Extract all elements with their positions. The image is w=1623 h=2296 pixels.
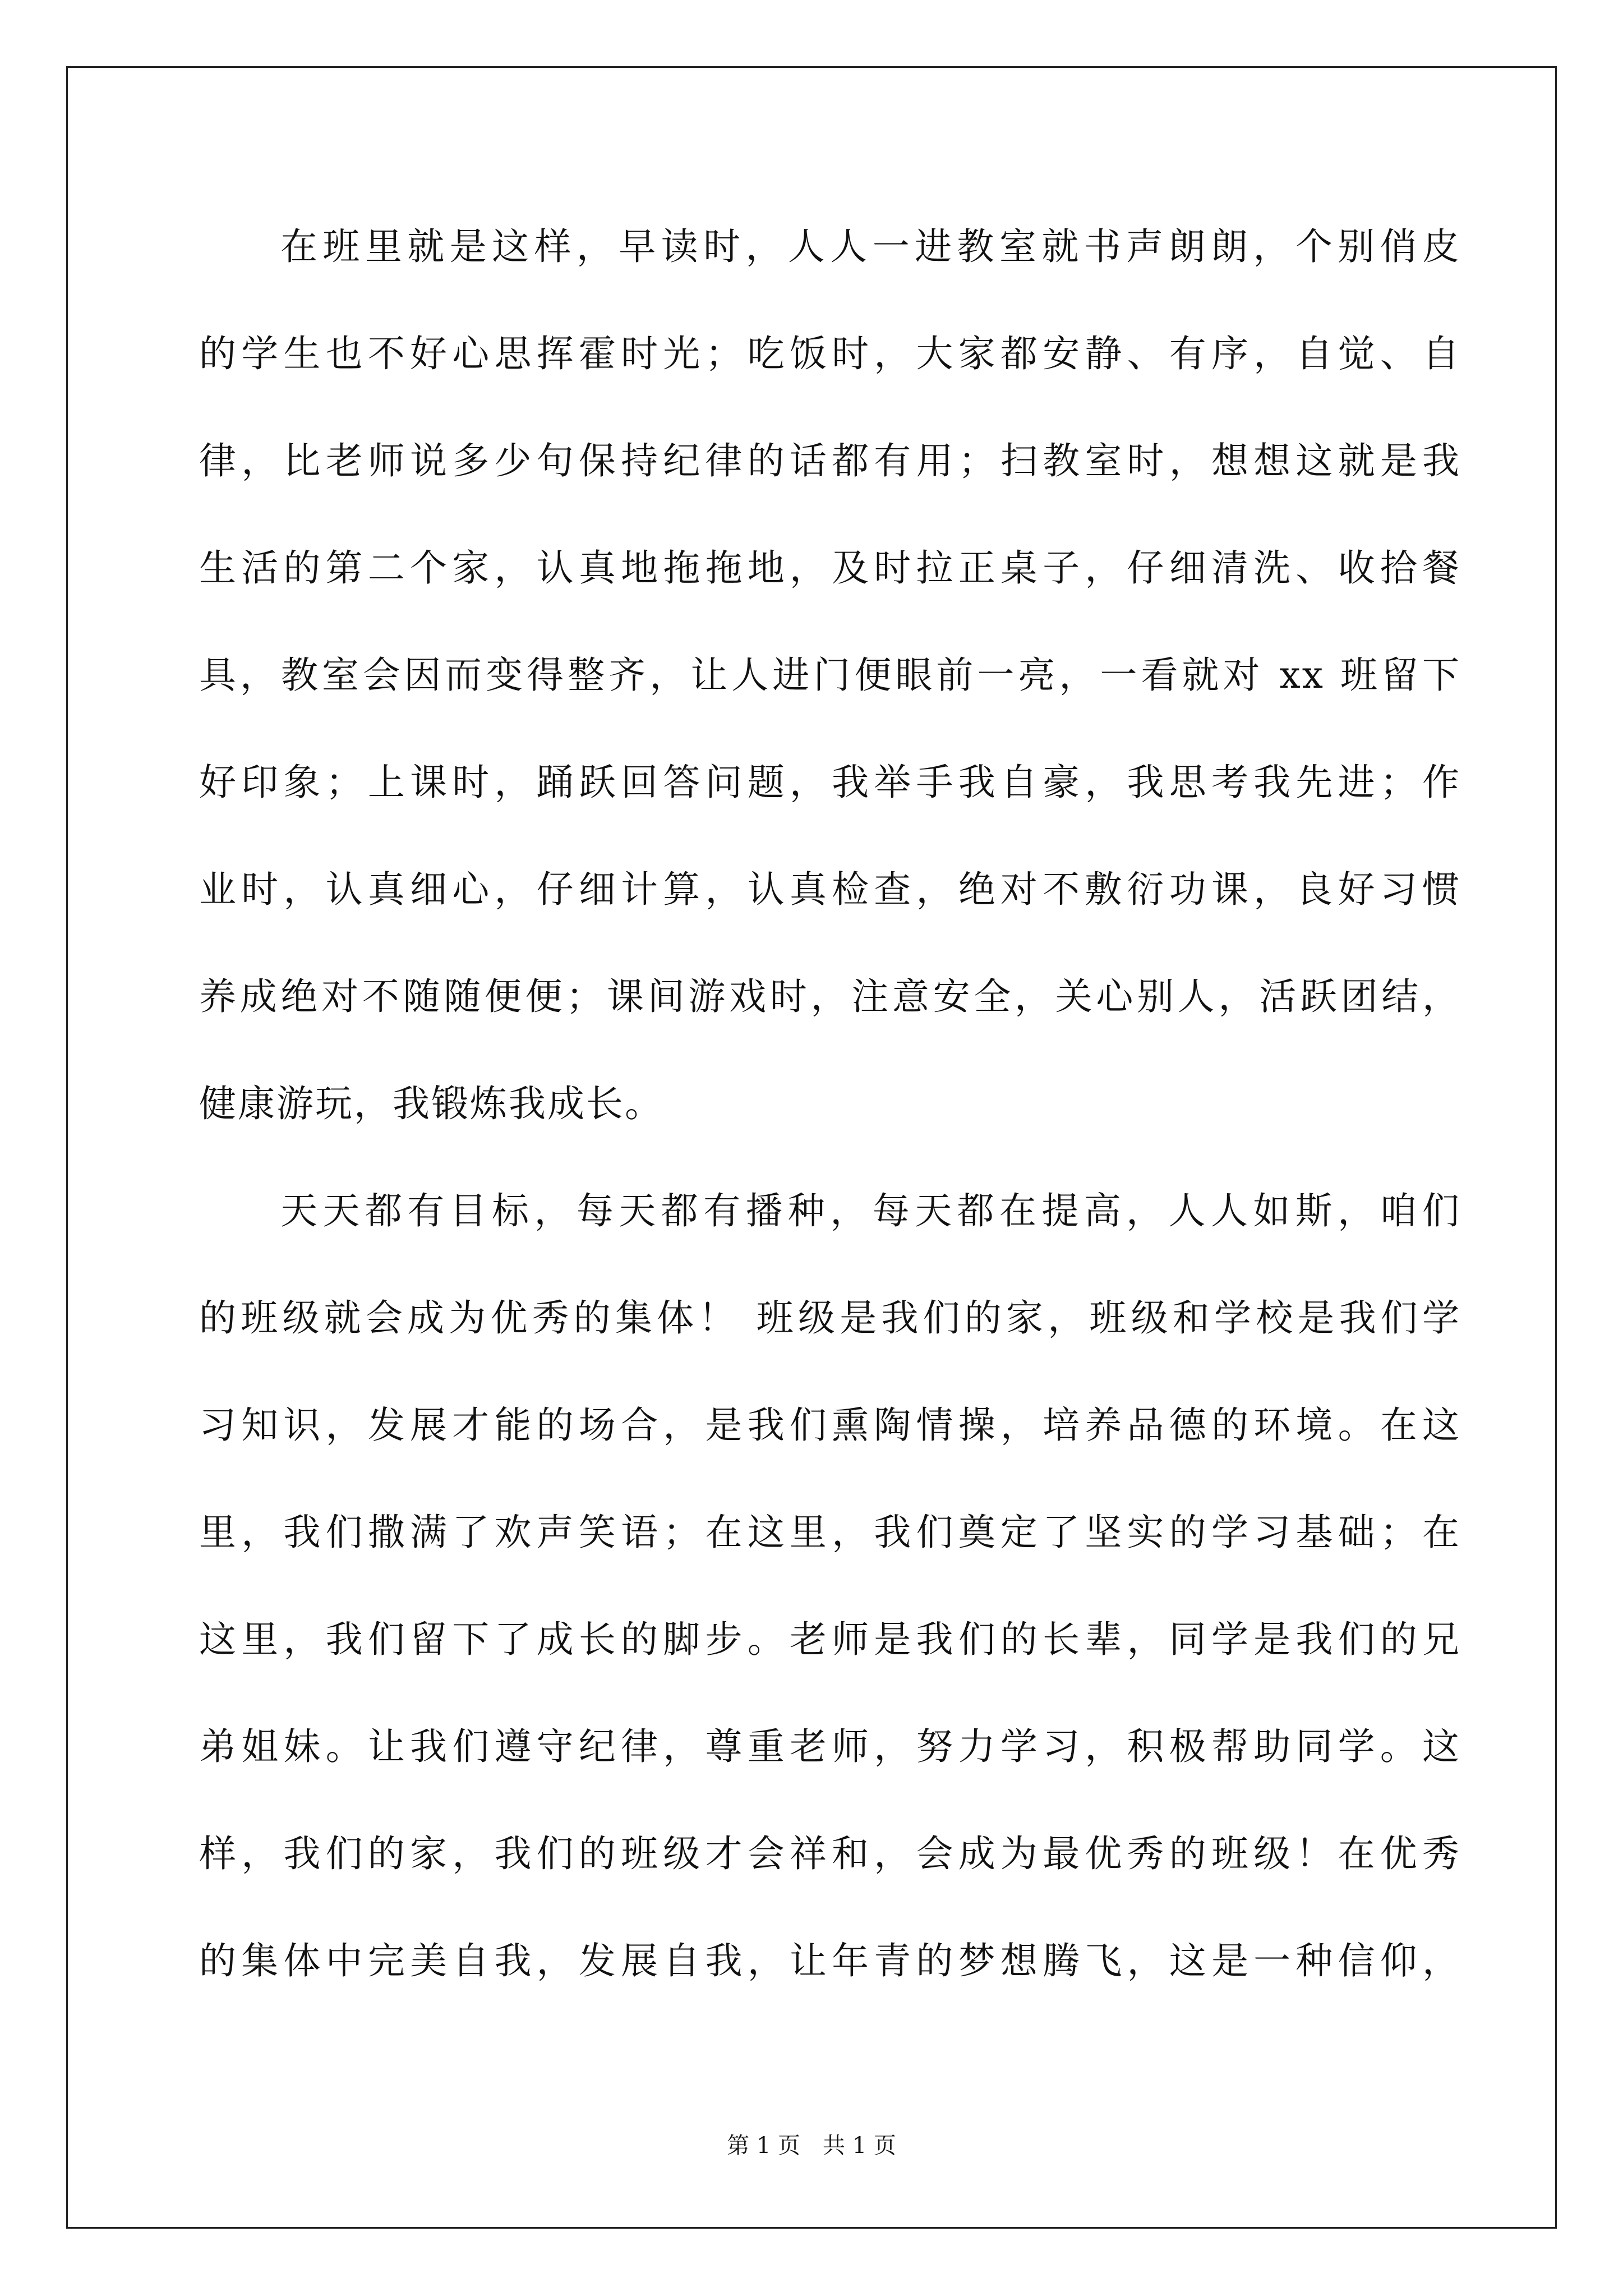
text-line: 弟姐妹。让我们遵守纪律，尊重老师，努力学习，积极帮助同学。这 bbox=[199, 1725, 1461, 1768]
text-line: 样，我们的家，我们的班级才会祥和，会成为最优秀的班级！在优秀 bbox=[199, 1832, 1461, 1875]
text-line: 里，我们撒满了欢声笑语；在这里，我们奠定了坚实的学习基础；在 bbox=[199, 1511, 1461, 1554]
text-line: 的学生也不好心思挥霍时光；吃饭时，大家都安静、有序，自觉、自 bbox=[199, 332, 1461, 375]
text-line: 这里，我们留下了成长的脚步。老师是我们的长辈，同学是我们的兄 bbox=[199, 1618, 1461, 1661]
text-line: 天天都有目标，每天都有播种，每天都在提高，人人如斯，咱们 bbox=[280, 1189, 1461, 1232]
text-line: 好印象；上课时，踊跃回答问题，我举手我自豪，我思考我先进；作 bbox=[199, 761, 1461, 804]
text-line: 具，教室会因而变得整齐，让人进门便眼前一亮，一看就对 xx 班留下 bbox=[199, 654, 1461, 697]
document-body bbox=[199, 216, 1461, 2037]
text-line: 健康游玩，我锻炼我成长。 bbox=[199, 1082, 663, 1125]
text-line: 养成绝对不随随便便；课间游戏时，注意安全，关心别人，活跃团结， bbox=[199, 975, 1461, 1018]
text-line: 的集体中完美自我，发展自我，让年青的梦想腾飞，这是一种信仰， bbox=[199, 1939, 1461, 1982]
page-footer bbox=[0, 2129, 1623, 2162]
text-line: 生活的第二个家，认真地拖拖地，及时拉正桌子，仔细清洗、收拾餐 bbox=[199, 546, 1461, 590]
page-total: 共 1 页 bbox=[823, 2133, 896, 2159]
text-line: 律，比老师说多少句保持纪律的话都有用；扫教室时，想想这就是我 bbox=[199, 439, 1461, 482]
text-line: 在班里就是这样，早读时，人人一进教室就书声朗朗，个别俏皮 bbox=[280, 225, 1461, 268]
text-line: 习知识，发展才能的场合，是我们熏陶情操，培养品德的环境。在这 bbox=[199, 1404, 1461, 1447]
text-line: 的班级就会成为优秀的集体！ 班级是我们的家，班级和学校是我们学 bbox=[199, 1296, 1461, 1340]
page-number: 第 1 页 bbox=[727, 2133, 800, 2159]
text-line: 业时，认真细心，仔细计算，认真检查，绝对不敷衍功课，良好习惯 bbox=[199, 868, 1461, 911]
